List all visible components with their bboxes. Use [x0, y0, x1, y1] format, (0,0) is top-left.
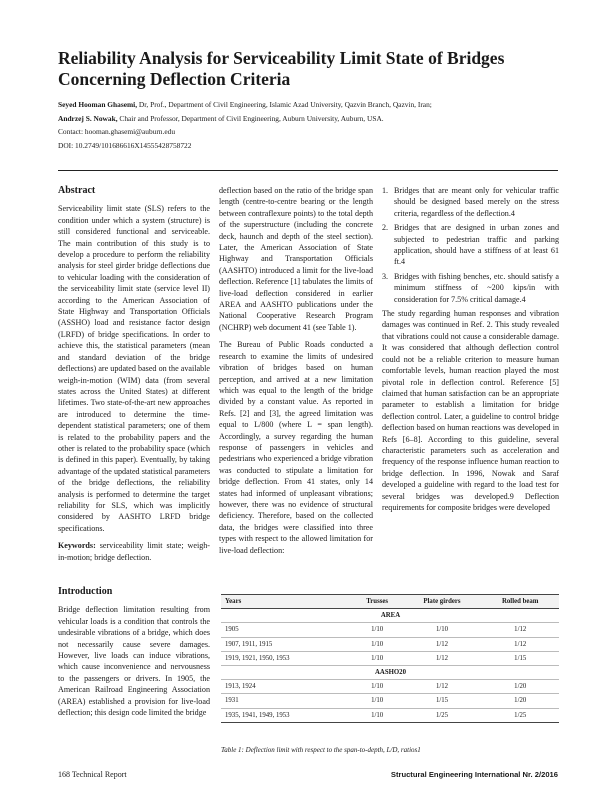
cell: 1/10 [352, 637, 403, 651]
author-block [58, 98, 578, 152]
paragraph: The Bureau of Public Roads conducted a research to examine the limits of undesired vibration of bridges based on human perception, and arrived at a new limitation which was equal to the length of the bridge divided by a constant value. As reported in Refs. [2] and [3], the agreed limitation was equal to L/800 (where L = span length). Accordingly, a survey regarding the human response of passengers in vehicles and pedestrians who experienced a bridge vibration was conducted to stipulate a limitation for bridge deflection. From 41 states, only 14 states had informed of unpleasant vibrations; however, there was no evidence of structural deficiency. Therefore, based on the collected data, the bridges were classified into three types with respect to the allowed limitation for live-load deflection: [219, 340, 373, 555]
list-item: 1. Bridges that are meant only for vehicular traffic should be designed based merely on the stress criteria, regardless of the deflection.4 [382, 186, 559, 218]
table-header-row [221, 595, 559, 609]
cell: 1931 [221, 694, 352, 708]
author-2-name: Andrzej S. Nowak, [58, 113, 118, 123]
cell: 1/12 [403, 651, 482, 665]
keywords-label: Keywords: [58, 541, 96, 551]
cell: 1/10 [352, 708, 403, 722]
cell: 1/12 [481, 623, 559, 637]
cell: 1913, 1924 [221, 680, 352, 694]
list-item: 3. Bridges with fishing benches, etc. should satisfy a minimum stiffness of ~200 kips/in with consideration for 7.5% critical damage.4 [382, 271, 559, 304]
table-caption: Table 1: Deflection limit with respect to the span-to-depth, L/D, ratios1 [221, 746, 421, 754]
column-header: Plate girders [403, 595, 482, 609]
author-2-affiliation: Chair and Professor, Department of Civil Engineering, Auburn University, Auburn, USA. [119, 113, 384, 123]
introduction-body: Bridge deflection limitation resulting from vehicular loads is a condition that controls the undesirable vibrations of a bridge, which does not necessarily cause severe damages. However, live loads can induce vibrations, which cause inconvenience and nervousness to the passengers or drivers. In 1905, the American Railroad Engineering Association (AREA) established a provision for live-load deflection; this design code limited the bridge [58, 605, 210, 718]
cell: 1/15 [403, 694, 482, 708]
table-row [221, 651, 559, 665]
column-header: Trusses [352, 595, 403, 609]
cell: 1/20 [481, 680, 559, 694]
list-item: 2. Bridges that are designed in urban zones and subjected to pedestrian traffic and parking application, should have a stiffness of at least 61 ft.4 [382, 223, 559, 267]
cell: 1907, 1911, 1915 [221, 637, 352, 651]
contact-email: Contact: hooman.ghasemi@auburn.edu [58, 127, 176, 136]
header-divider [58, 170, 558, 171]
footer-journal: Structural Engineering International Nr. 2/2016 [390, 770, 558, 779]
footer-page-label: 168 Technical Report [58, 770, 127, 779]
bridge-type-list [382, 185, 559, 305]
paragraph: The study regarding human responses and vibration damages was continued in Ref. 2. This study revealed that vibrations could not cause a considerable damage. It was considered that although deflection control could not be a reliable criterion to measure human comfortable levels, human reaction played the most pivotal role in deflection control. Reference [5] claimed that human satisfaction can be an appropriate parameter to establish a limitation for bridge deflection control. Later, a guideline to control bridge deflection based on human reactions was developed in Refs [6–8]. According to this guideline, several characteristic parameters such as acceleration and frequency of the response influence human reaction to bridge deflection. In 1996, Nowak and Saraf developed a guideline with regard to the load test for several bridges was developed.9 Deflection requirements for composite bridges were developed [382, 309, 559, 512]
cell: 1/12 [481, 637, 559, 651]
cell: 1/25 [403, 708, 482, 722]
cell: 1905 [221, 623, 352, 637]
introduction-section [58, 586, 210, 718]
cell: 1/12 [403, 637, 482, 651]
table-section-row [221, 665, 559, 679]
table-row [221, 623, 559, 637]
doi: DOI: 10.2749/101686616X14555428758722 [58, 140, 192, 150]
paper-title: Reliability Analysis for Serviceability Limit State of Bridges Concerning Deflection Criteria [58, 48, 505, 89]
abstract-body: Serviceability limit state (SLS) refers to the condition under which a system (structure) is still considered functional and serviceable. The main contribution of this study is to develop a procedure to perform the reliability analysis for steel girder bridge deflections due to vehicular loading with the consideration of the serviceability limit state (service level II) according to the American Association of State Highway and Transportation Officials (ASSHO) load and resistance factor design (LRFD) of bridge specifications. In order to achieve this, the statistical parameters (mean and standard deviation of the bridge deflections) are updated based on the available weigh-in-motion (WIM) data (from several states across the United States) at different lifetimes. Two state-of-the-art new approaches are introduced to determine the time-dependent statistical parameters; one of them is related to the probability papers and the other is related to the probability space (which is defined in this paper). Eventually, by taking advantage of the updated statistical parameters of the bridge deflections, the reliability analysis is performed to determine the target reliability for SLS, which was implicitly considered by AASHTO LRFD bridge specifications. [58, 204, 210, 533]
cell: 1/20 [481, 694, 559, 708]
body-column-3 [382, 185, 559, 513]
cell: 1/10 [352, 694, 403, 708]
cell: 1/10 [352, 623, 403, 637]
keywords-text: serviceability limit state; weigh-in-motion; bridge deflection. [58, 541, 210, 562]
cell: 1/10 [403, 623, 482, 637]
author-1-name: Seyed Hooman Ghasemi, [58, 100, 138, 109]
body-column-2 [219, 185, 373, 556]
table-row [221, 708, 559, 722]
keywords [58, 540, 210, 563]
section-label: AREA [221, 609, 559, 623]
column-header: Years [221, 595, 352, 609]
cell: 1935, 1941, 1949, 1953 [221, 708, 352, 722]
abstract-heading: Abstract [58, 185, 96, 196]
introduction-heading: Introduction [58, 586, 113, 597]
cell: 1/10 [352, 651, 403, 665]
cell: 1/12 [403, 680, 482, 694]
deflection-limit-table [221, 594, 559, 723]
table-row [221, 637, 559, 651]
author-1-affiliation: Dr, Prof., Department of Civil Engineering, Islamic Azad University, Qazvin Branch, Qazvin, Iran; [138, 100, 432, 109]
column-header: Rolled beam [481, 595, 559, 609]
abstract-column [58, 185, 210, 563]
table-row [221, 694, 559, 708]
cell: 1919, 1921, 1950, 1953 [221, 651, 352, 665]
table-row [221, 680, 559, 694]
paragraph: deflection based on the ratio of the bridge span length (centre-to-centre bearing or the length between contraflexure points) to the total depth of the superstructure (including the concrete deck, haunch and depth of the steel section). Later, the American Association of State Highway and Transportation Officials (AASHTO) introduced a limit for the live-load deflection. Reference [1] tabulates the limits of live-load deflection considered in earlier AREA and AASHTO publications under the National Cooperative Research Program (NCHRP) web document 41 (see Table 1). [219, 186, 373, 332]
table-section-row [221, 609, 559, 623]
section-label: AASHO20 [221, 665, 559, 679]
cell: 1/10 [352, 680, 403, 694]
cell: 1/25 [481, 708, 559, 722]
cell: 1/15 [481, 651, 559, 665]
